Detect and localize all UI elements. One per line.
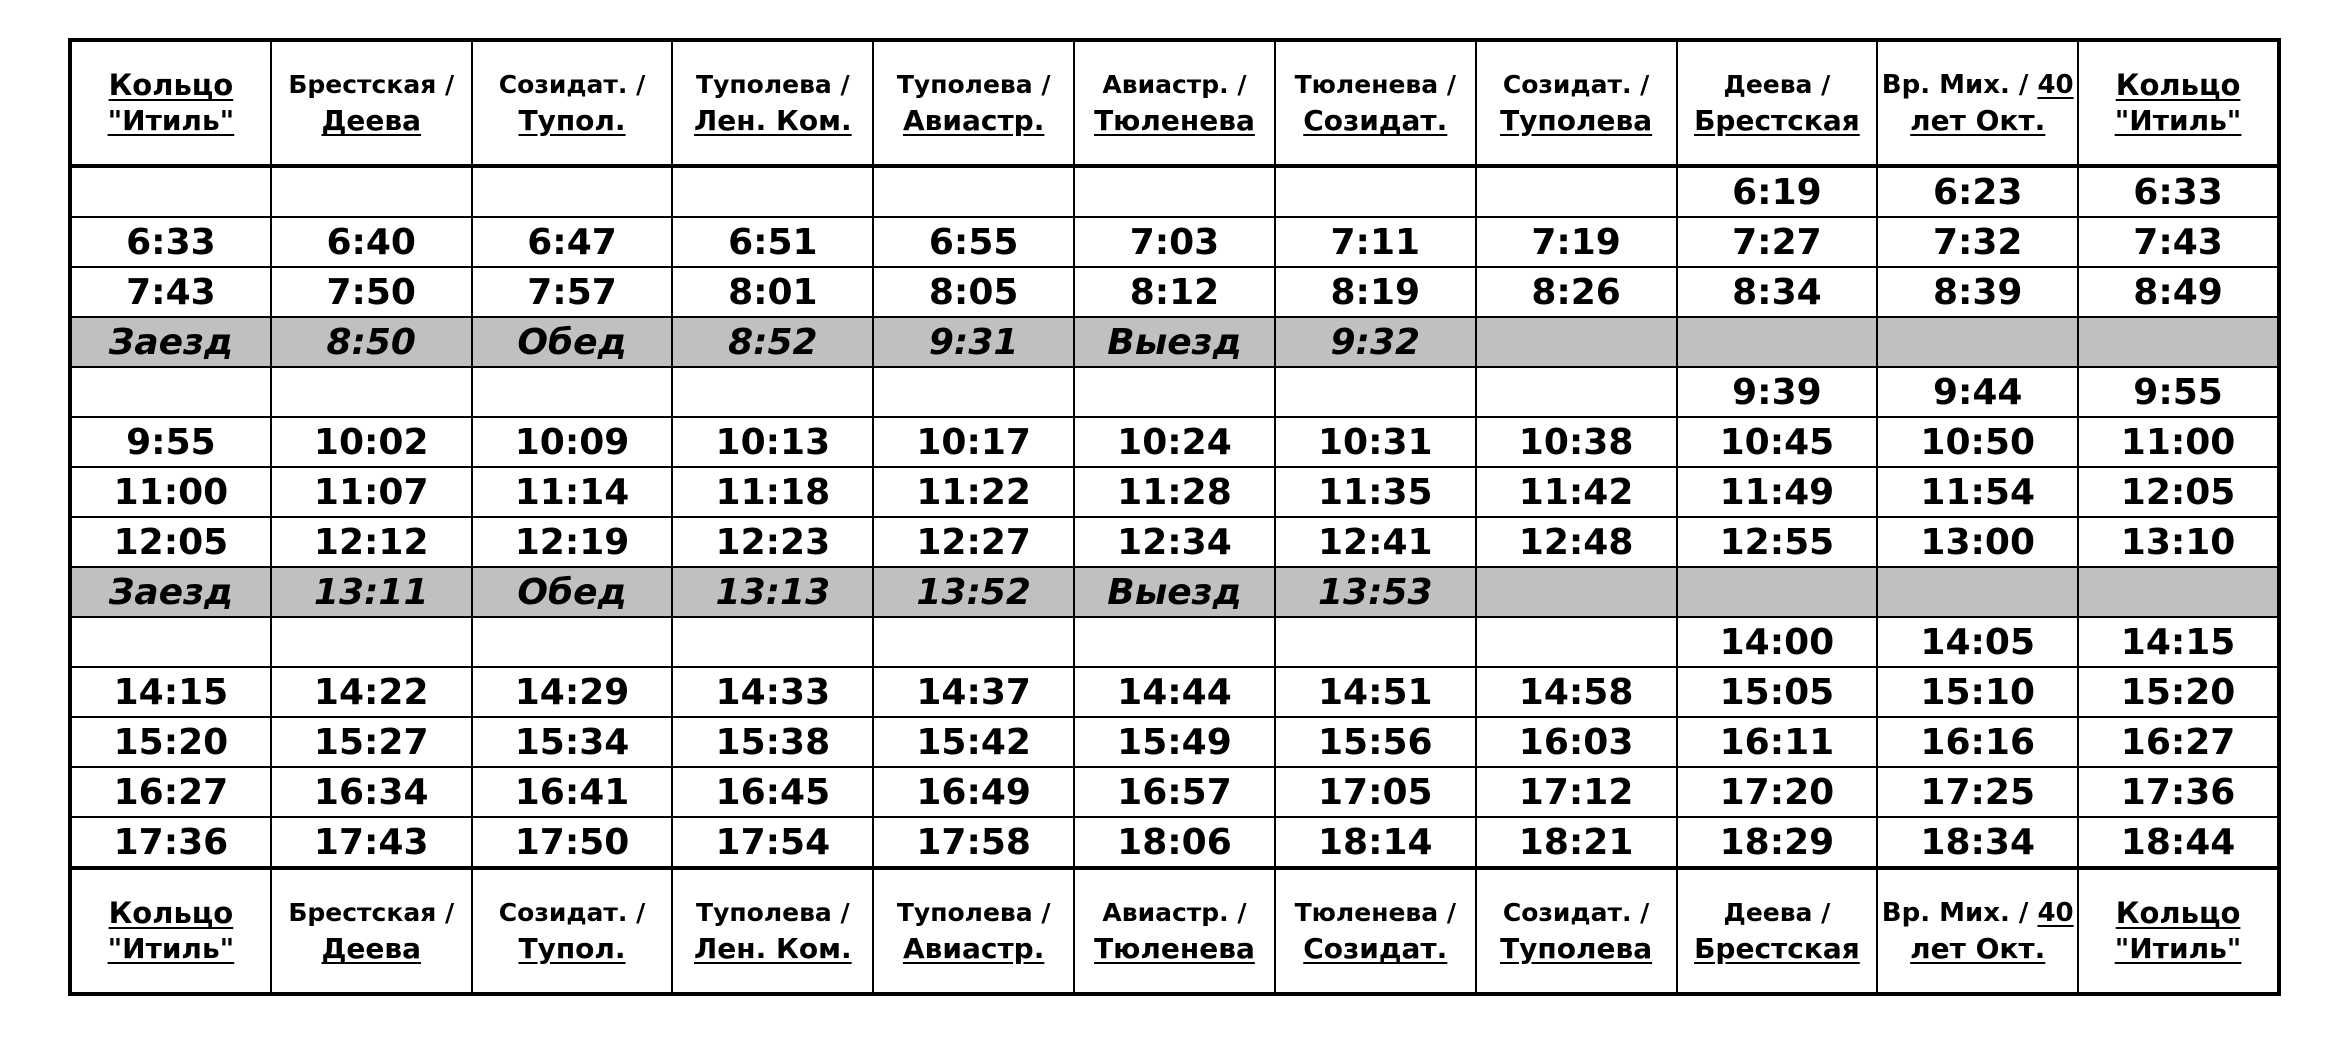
time-cell: 15:49 [1074,717,1275,767]
time-cell: 10:24 [1074,417,1275,467]
time-cell: 8:01 [672,267,873,317]
time-cell: 11:54 [1877,467,2078,517]
time-cell [472,166,673,217]
time-cell: 16:27 [2078,717,2279,767]
stop-header [70,868,271,994]
stop-name-line1: Кольцо [2115,68,2241,102]
stop-name-line2: Туполева [1500,932,1653,965]
break-row [70,567,2279,617]
time-cell: 16:34 [271,767,472,817]
time-cell: 12:55 [1677,517,1878,567]
stop-header [1275,868,1476,994]
stop-header [2078,868,2279,994]
time-cell [2078,567,2279,617]
time-cell [873,617,1074,667]
time-cell [1074,367,1275,417]
time-cell: 10:38 [1476,417,1677,467]
time-cell: 17:12 [1476,767,1677,817]
time-cell: 14:51 [1275,667,1476,717]
time-cell: 14:15 [2078,617,2279,667]
time-cell: 13:00 [1877,517,2078,567]
time-cell: 14:05 [1877,617,2078,667]
table-row [70,467,2279,517]
time-cell: 13:52 [873,567,1074,617]
time-cell: 11:18 [672,467,873,517]
time-cell: 16:16 [1877,717,2078,767]
time-cell [1275,367,1476,417]
time-cell [271,617,472,667]
time-cell: 16:27 [70,767,271,817]
time-cell: 9:55 [2078,367,2279,417]
time-cell: 18:44 [2078,817,2279,868]
time-cell: 12:48 [1476,517,1677,567]
stop-name-line2: Деева [321,932,421,965]
time-cell: 9:39 [1677,367,1878,417]
table-row [70,617,2279,667]
time-cell: 10:31 [1275,417,1476,467]
time-cell: 17:54 [672,817,873,868]
time-cell: 15:42 [873,717,1074,767]
stop-name-line2: Авиастр. [902,104,1045,137]
time-cell: 15:34 [472,717,673,767]
stop-name-line1: Туполева / [896,898,1051,927]
stop-name-line1: Авиастр. / [1102,70,1247,99]
stop-name-line2: Тюленева [1094,932,1255,965]
time-cell: Заезд [70,317,271,367]
stop-name-line1: Вр. Мих. / 40 [1881,70,2074,100]
time-cell [1074,166,1275,217]
stop-name-line1: Деева / [1723,70,1831,99]
stop-name-line1: Туполева / [696,898,850,927]
time-cell: 10:45 [1677,417,1878,467]
stop-name-line1: Тюленева / [1294,70,1456,99]
time-cell: 16:45 [672,767,873,817]
time-cell: 6:51 [672,217,873,267]
stop-header [271,40,472,166]
table-row [70,767,2279,817]
time-cell: 15:20 [2078,667,2279,717]
stop-header [1476,40,1677,166]
time-cell: 9:55 [70,417,271,467]
time-cell: 6:33 [2078,166,2279,217]
time-cell: 15:20 [70,717,271,767]
stop-name-line1: Тюленева / [1294,898,1456,927]
stop-header [672,40,873,166]
time-cell: 7:43 [70,267,271,317]
time-cell: 12:34 [1074,517,1275,567]
time-cell [672,367,873,417]
time-cell: 11:00 [2078,417,2279,467]
time-cell [70,617,271,667]
time-cell: 11:42 [1476,467,1677,517]
time-cell: 8:05 [873,267,1074,317]
stop-header [1677,40,1878,166]
header [70,40,2279,166]
time-cell: 18:06 [1074,817,1275,868]
time-cell [1275,617,1476,667]
time-cell: 12:41 [1275,517,1476,567]
time-cell [1877,567,2078,617]
time-cell [1677,567,1878,617]
time-cell: 8:49 [2078,267,2279,317]
time-cell [271,367,472,417]
time-cell: 13:10 [2078,517,2279,567]
break-row [70,317,2279,367]
stop-name-line1: Кольцо [2115,896,2241,930]
time-cell: Заезд [70,567,271,617]
stop-name-line2: Созидат. [1303,932,1448,965]
stop-name-line2: Созидат. [1303,104,1448,137]
stop-header [873,40,1074,166]
time-cell [2078,317,2279,367]
time-cell: 10:09 [472,417,673,467]
stop-name-line2: Авиастр. [902,932,1045,965]
stop-name-line2: Брестская [1694,932,1860,965]
time-cell [1476,367,1677,417]
time-cell: 7:03 [1074,217,1275,267]
time-cell [1476,567,1677,617]
time-cell: 6:33 [70,217,271,267]
time-cell: 11:35 [1275,467,1476,517]
schedule-body [70,166,2279,868]
time-cell [672,166,873,217]
table-row [70,166,2279,217]
time-cell: 6:55 [873,217,1074,267]
header-row [70,40,2279,166]
stop-header [1877,40,2078,166]
time-cell: 16:11 [1677,717,1878,767]
stop-header [70,40,271,166]
time-cell: 14:15 [70,667,271,717]
time-cell: 17:58 [873,817,1074,868]
stop-header [1074,868,1275,994]
stop-name-line1: Деева / [1723,898,1831,927]
time-cell: 10:02 [271,417,472,467]
stop-name-line2: "Итиль" [107,104,235,137]
table-row [70,417,2279,467]
time-cell [1074,617,1275,667]
stop-name-line1: Вр. Мих. / 40 [1881,898,2074,928]
time-cell: 18:29 [1677,817,1878,868]
time-cell: Обед [472,317,673,367]
stop-header [672,868,873,994]
time-cell: 15:10 [1877,667,2078,717]
time-cell: 7:27 [1677,217,1878,267]
stop-name-line1: Туполева / [696,70,850,99]
stop-name-line1: Созидат. / [498,898,646,927]
time-cell: 6:23 [1877,166,2078,217]
stop-name-line2: Туполева [1500,104,1653,137]
time-cell: 16:57 [1074,767,1275,817]
stop-header [873,868,1074,994]
stop-name-line2: Брестская [1694,104,1860,137]
time-cell: 12:27 [873,517,1074,567]
time-cell [70,166,271,217]
time-cell: 14:22 [271,667,472,717]
time-cell: 13:53 [1275,567,1476,617]
stop-name-line2: Тупол. [518,104,626,137]
time-cell: 7:32 [1877,217,2078,267]
time-cell [873,367,1074,417]
stop-name-line1: Созидат. / [1502,898,1650,927]
time-cell: 14:58 [1476,667,1677,717]
footer-row [70,868,2279,994]
time-cell: 13:11 [271,567,472,617]
stop-name-line2: "Итиль" [2114,104,2242,137]
time-cell: 15:38 [672,717,873,767]
stop-name-line2: Деева [321,104,421,137]
table-row [70,367,2279,417]
time-cell: 18:21 [1476,817,1677,868]
time-cell: Обед [472,567,673,617]
stop-name-line1: Брестская / [288,70,455,99]
schedule-table [68,38,2281,996]
table-row [70,717,2279,767]
time-cell: 12:05 [2078,467,2279,517]
time-cell: 17:20 [1677,767,1878,817]
time-cell: 13:13 [672,567,873,617]
time-cell: 7:57 [472,267,673,317]
time-cell: 14:37 [873,667,1074,717]
time-cell: 9:32 [1275,317,1476,367]
table-row [70,817,2279,868]
stop-header [472,868,673,994]
stop-header [271,868,472,994]
time-cell [472,367,673,417]
time-cell: 11:49 [1677,467,1878,517]
stop-name-line1: Авиастр. / [1102,898,1247,927]
time-cell: 8:12 [1074,267,1275,317]
time-cell: 11:14 [472,467,673,517]
time-cell: 15:56 [1275,717,1476,767]
time-cell: 15:05 [1677,667,1878,717]
time-cell: 12:19 [472,517,673,567]
time-cell: 10:50 [1877,417,2078,467]
time-cell: 7:43 [2078,217,2279,267]
time-cell: 17:05 [1275,767,1476,817]
stop-name-line1: Созидат. / [498,70,646,99]
time-cell: 12:12 [271,517,472,567]
time-cell: 14:00 [1677,617,1878,667]
stop-header [1074,40,1275,166]
stop-name-line2: "Итиль" [2114,932,2242,965]
stop-name-line2: "Итиль" [107,932,235,965]
time-cell: 11:00 [70,467,271,517]
stop-header [1476,868,1677,994]
time-cell [1877,317,2078,367]
stop-header [1877,868,2078,994]
stop-name-line1: Брестская / [288,898,455,927]
time-cell: 7:11 [1275,217,1476,267]
stop-header [1275,40,1476,166]
time-cell: 8:50 [271,317,472,367]
time-cell: 16:03 [1476,717,1677,767]
stop-name-line1: Кольцо [108,68,234,102]
time-cell: 8:19 [1275,267,1476,317]
footer [70,868,2279,994]
time-cell: 11:22 [873,467,1074,517]
stop-name-line2: лет Окт. [1910,104,2046,137]
time-cell: 8:52 [672,317,873,367]
stop-header [2078,40,2279,166]
time-cell: 17:50 [472,817,673,868]
stop-name-line1: Кольцо [108,896,234,930]
time-cell: 14:44 [1074,667,1275,717]
time-cell: 12:23 [672,517,873,567]
time-cell: 14:33 [672,667,873,717]
time-cell [472,617,673,667]
time-cell: 17:43 [271,817,472,868]
time-cell: 7:50 [271,267,472,317]
stop-name-line1: Созидат. / [1502,70,1650,99]
time-cell: 9:44 [1877,367,2078,417]
time-cell: 18:34 [1877,817,2078,868]
time-cell: 11:07 [271,467,472,517]
time-cell [1476,317,1677,367]
table-row [70,217,2279,267]
time-cell [873,166,1074,217]
time-cell: Выезд [1074,317,1275,367]
stop-name-line2: лет Окт. [1910,932,2046,965]
stop-name-line2: Тупол. [518,932,626,965]
time-cell: 6:19 [1677,166,1878,217]
stop-name-line1: Туполева / [896,70,1051,99]
time-cell: 10:17 [873,417,1074,467]
time-cell [1677,317,1878,367]
time-cell: 8:39 [1877,267,2078,317]
time-cell [672,617,873,667]
stop-name-line2: Тюленева [1094,104,1255,137]
stop-name-line2: Лен. Ком. [694,932,852,965]
time-cell: 11:28 [1074,467,1275,517]
time-cell [1275,166,1476,217]
time-cell [1476,166,1677,217]
time-cell [271,166,472,217]
time-cell: 17:36 [70,817,271,868]
time-cell: 7:19 [1476,217,1677,267]
table-row [70,667,2279,717]
time-cell: 6:40 [271,217,472,267]
time-cell: 17:25 [1877,767,2078,817]
time-cell [70,367,271,417]
time-cell: 17:36 [2078,767,2279,817]
stop-header [1677,868,1878,994]
time-cell: 6:47 [472,217,673,267]
time-cell: Выезд [1074,567,1275,617]
stop-name-line2: Лен. Ком. [694,104,852,137]
time-cell: 14:29 [472,667,673,717]
table-row [70,517,2279,567]
time-cell: 10:13 [672,417,873,467]
time-cell: 8:34 [1677,267,1878,317]
time-cell [1476,617,1677,667]
time-cell: 12:05 [70,517,271,567]
table-row [70,267,2279,317]
stop-header [472,40,673,166]
time-cell: 15:27 [271,717,472,767]
time-cell: 16:49 [873,767,1074,817]
time-cell: 16:41 [472,767,673,817]
time-cell: 9:31 [873,317,1074,367]
time-cell: 18:14 [1275,817,1476,868]
time-cell: 8:26 [1476,267,1677,317]
